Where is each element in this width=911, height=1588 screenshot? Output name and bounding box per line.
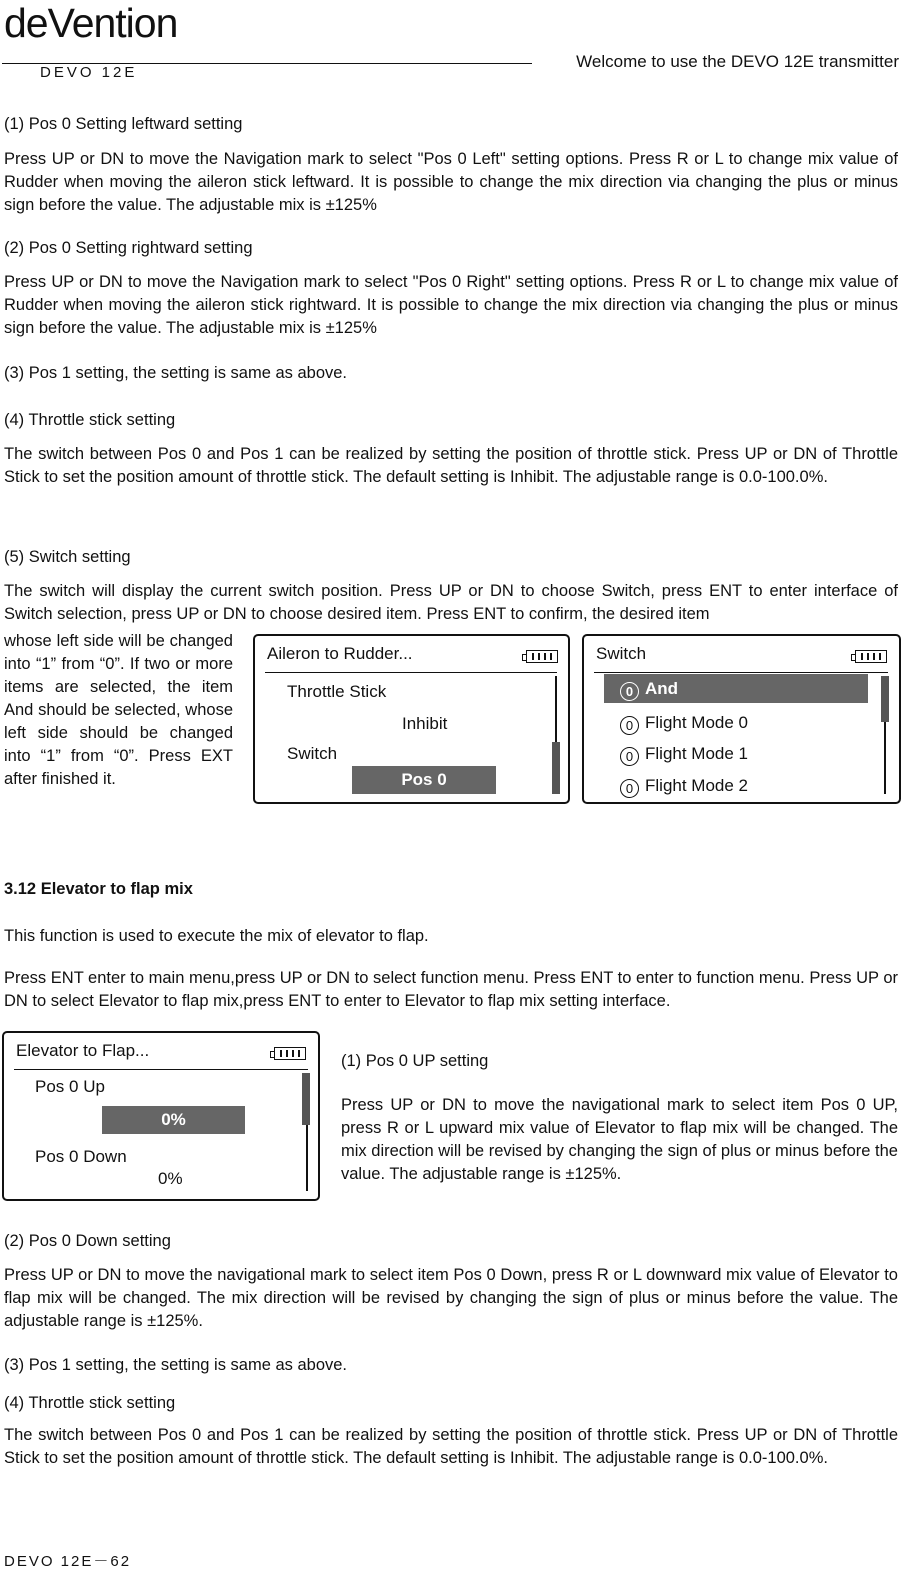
section-title: 3.12 Elevator to flap mix: [4, 880, 193, 898]
scrollbar-thumb[interactable]: [302, 1073, 310, 1125]
heading-pos0-up: (1) Pos 0 UP setting: [341, 1052, 489, 1070]
brand-logo: deVention: [4, 0, 178, 46]
switch-item-flight-mode-0[interactable]: [620, 713, 748, 735]
para-throttle: The switch between Pos 0 and Pos 1 can be realized by setting the position of throttle stick. Press UP or DN of Throttle Stick to set the position amount of throttle stick. The default setting is Inhibit. The adjustable range is 0.0-100.0%.: [4, 445, 898, 486]
para-pos0-down: Press UP or DN to move the navigational mark to select item Pos 0 Down, press R or L downward mix value of Elevator to flap mix will be changed. The mix direction will be revised by changing the sign of plus or minus before the value. The adjustable range is ±125%.: [4, 1266, 898, 1330]
switch-value-selected[interactable]: Pos 0: [352, 766, 496, 794]
para-intro: This function is used to execute the mix of elevator to flap.: [4, 927, 429, 945]
para-navigation: Press ENT enter to main menu,press UP or DN to select function menu. Press ENT to enter to function menu. Press UP or DN to select Elevator to flap mix,press ENT to enter to Elevator to flap mix setting interface.: [4, 969, 898, 1010]
pos0-up-label: Pos 0 Up: [35, 1077, 105, 1096]
para-pos0-right: Press UP or DN to move the Navigation mark to select "Pos 0 Right" setting options. Press R or L to change mix value of Rudder when moving the aileron stick rightward. It is possible to change the mix direction via changing the plus or minus sign before the value. The adjustable mix is ±125%: [4, 273, 898, 337]
para-switch-cont: whose left side will be changed into “1” from “0”. If two or more items are selected, the item And should be selected, whose left side should be changed into “1” from “0”. Press EXT after finished it.: [4, 632, 233, 788]
switch-item-flight-mode-2[interactable]: [620, 776, 748, 798]
battery-icon: [274, 1047, 306, 1060]
heading-pos0-right: (2) Pos 0 Setting rightward setting: [4, 239, 253, 257]
battery-icon: [526, 650, 558, 663]
throttle-stick-value[interactable]: Inhibit: [402, 714, 448, 733]
heading-throttle-flap: (4) Throttle stick setting: [4, 1394, 176, 1412]
para-pos0-left: Press UP or DN to move the Navigation mark to select "Pos 0 Left" setting options. Press R or L to change mix value of Rudder when moving the aileron stick leftward. It is possible to change the mix direction via changing the plus or minus sign before the value. The adjustable mix is ±125%: [4, 150, 898, 214]
scrollbar-thumb[interactable]: [881, 676, 889, 722]
heading-pos0-left: (1) Pos 0 Setting leftward setting: [4, 115, 243, 133]
switch-item-label: Flight Mode 2: [645, 776, 748, 795]
heading-throttle: (4) Throttle stick setting: [4, 411, 176, 429]
screen-title: Elevator to Flap...: [16, 1041, 150, 1060]
pos0-down-value[interactable]: 0%: [158, 1169, 183, 1188]
state-circle-icon: 0: [620, 682, 639, 701]
heading-pos1-flap: (3) Pos 1 setting, the setting is same as above.: [4, 1356, 348, 1374]
screen-elevator-flap: [2, 1031, 320, 1201]
header-welcome: Welcome to use the DEVO 12E transmitter: [576, 52, 899, 71]
screen-title: Switch: [596, 644, 647, 663]
pos0-down-label: Pos 0 Down: [35, 1147, 127, 1166]
switch-item-label: Flight Mode 1: [645, 744, 748, 763]
para-switch: The switch will display the current switch position. Press UP or DN to choose Switch, press ENT to enter interface of Switch selection, press UP or DN to choose desired item. Press ENT to confirm, the desired item: [4, 582, 898, 623]
title-divider: [14, 1069, 308, 1070]
page-number: DEVO 12E－62: [4, 1553, 132, 1570]
switch-item-and[interactable]: [604, 674, 868, 703]
heading-pos1: (3) Pos 1 setting, the setting is same as above.: [4, 364, 348, 382]
para-throttle-flap: The switch between Pos 0 and Pos 1 can be realized by setting the position of throttle stick. Press UP or DN of Throttle Stick to set the position amount of throttle stick. The default setting is Inhibit. The adjustable range is 0.0-100.0%.: [4, 1426, 898, 1467]
switch-item-label: Flight Mode 0: [645, 713, 748, 732]
heading-switch: (5) Switch setting: [4, 548, 131, 566]
state-circle-icon: 0: [620, 747, 639, 766]
state-circle-icon: 0: [620, 779, 639, 798]
battery-icon: [855, 650, 887, 663]
screen-aileron-rudder: [253, 634, 570, 804]
throttle-stick-label: Throttle Stick: [287, 682, 387, 701]
state-circle-icon: 0: [620, 716, 639, 735]
para-pos0-up: Press UP or DN to move the navigational mark to select item Pos 0 UP, press R or L upward mix value of Elevator to flap mix will be changed. The mix direction will be revised by changing the sign of plus or minus before the value. The adjustable range is ±125%.: [341, 1096, 898, 1183]
screen-title: Aileron to Rudder...: [267, 644, 413, 663]
pos0-up-value-selected[interactable]: 0%: [102, 1106, 245, 1134]
switch-label: Switch: [287, 744, 338, 763]
model-name: DEVO 12E: [40, 64, 138, 81]
switch-item-flight-mode-1[interactable]: [620, 744, 748, 766]
screen-switch: [582, 634, 901, 804]
switch-item-label: And: [645, 679, 679, 698]
scrollbar-thumb[interactable]: [552, 742, 560, 794]
title-divider: [265, 672, 557, 673]
heading-pos0-down: (2) Pos 0 Down setting: [4, 1232, 171, 1250]
title-divider: [594, 672, 888, 673]
